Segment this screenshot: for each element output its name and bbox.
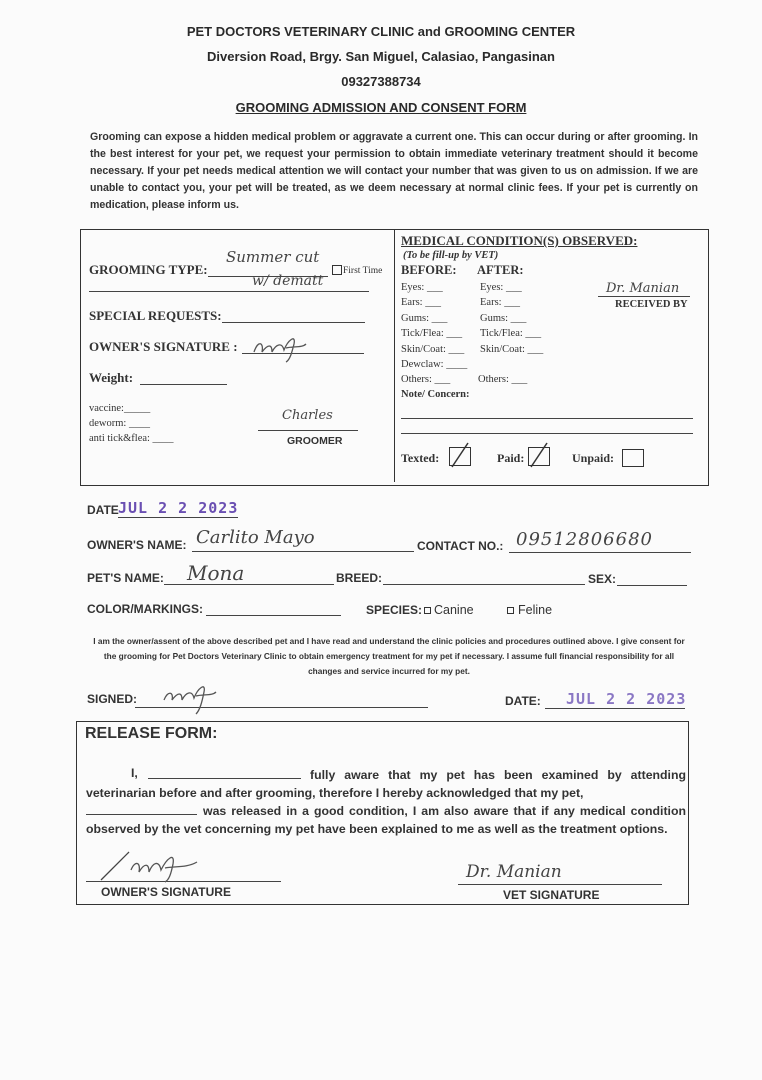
medical-subtitle: (To be fill-up by VET) [403,250,499,261]
contact-label: CONTACT NO.: [417,539,504,553]
unpaid-label: Unpaid: [572,451,615,465]
before-tickflea: Tick/Flea: ___ [401,328,463,339]
vaccine-label: vaccine:_____ [89,403,151,414]
vet-sig-line [458,884,662,885]
owner-name-label: OWNER'S NAME: [87,538,187,552]
deworm-label: deworm: ____ [89,418,150,429]
medical-title: MEDICAL CONDITION(S) OBSERVED: [401,233,638,248]
before-gums: Gums: ___ [401,313,448,324]
form-title: GROOMING ADMISSION AND CONSENT FORM [235,100,527,115]
signed-date-line [545,708,685,709]
grooming-type-value-2[interactable]: w/ dematt [252,273,324,289]
pet-name-label: PET'S NAME: [87,571,164,585]
groomer-name: Charles [282,408,333,423]
date-label: DATE [87,503,119,517]
breed-label: BREED: [336,571,383,585]
clinic-address: Diversion Road, Brgy. San Miguel, Calasiao, Pangasinan [207,49,555,64]
before-dewclaw: Dewclaw: ____ [401,359,468,370]
before-skincoat: Skin/Coat: ___ [401,344,465,355]
color-label: COLOR/MARKINGS: [87,602,203,616]
contact-line [509,552,691,553]
box-divider [394,229,395,482]
vet-name: Dr. Manian [466,862,562,882]
canine-label: Canine [434,603,474,617]
first-time-checkbox[interactable] [332,265,342,275]
vet-sig-label: VET SIGNATURE [503,888,600,902]
clinic-name: PET DOCTORS VETERINARY CLINIC and GROOMING CENTER [186,24,576,39]
clinic-phone: 09327388734 [341,74,421,89]
species-label: SPECIES: [366,603,423,617]
signed-label: SIGNED: [87,692,138,706]
owner-name-value[interactable]: Carlito Mayo [196,527,315,548]
owner-signature-label: OWNER'S SIGNATURE : [89,339,238,354]
after-eyes: Eyes: ___ [480,282,522,293]
after-skincoat: Skin/Coat: ___ [480,344,544,355]
signed-date-label: DATE: [505,694,541,708]
date-stamp: JUL 2 2 2023 [118,499,239,517]
unpaid-checkbox[interactable] [622,449,644,467]
contact-value[interactable]: 09512806680 [516,529,653,550]
before-eyes: Eyes: ___ [401,282,443,293]
grooming-type-value[interactable]: Summer cut [226,248,320,266]
after-ears: Ears: ___ [480,297,520,308]
signed-signature [160,678,220,718]
note-label: Note/ Concern: [401,389,470,400]
pet-name-value[interactable]: Mona [187,561,245,585]
first-time-label: First Time [343,266,383,276]
sex-label: SEX: [588,572,617,586]
release-text-1: fully aware that my pet has been examined by attending veterinarian before and after grooming, therefore I hereby acknowledged that my pet, [86,768,686,800]
groomer-label: GROOMER [287,435,343,447]
after-gums: Gums: ___ [480,313,527,324]
groomer-line [258,430,358,431]
date-line [118,517,238,518]
received-by-label: RECEIVED BY [615,299,688,310]
grooming-type-label: GROOMING TYPE: [89,262,208,277]
breed-line [383,584,585,585]
consent-paragraph: I am the owner/assent of the above described pet and I have read and understand the clinic policies and procedures outlined above. I give consent for the grooming for Pet Doctors Veterinary Clinic to obtain emergency treatment for my pet if necessary. I assume full financial responsibility for all changes and service incurred for my pet. [93,636,685,676]
intro-paragraph: Grooming can expose a hidden medical problem or aggravate a current one. This can occur during or after grooming. In the best interest for your pet, we request your permission to obtain immediate veterinary treatment should it become necessary. If your pet needs medical attention we will contact your number that was given to us on admission. If we are unable to contact you, your pet will be treated, as we deem necessary at normal clinic fees. If your pet is currently on medication, please inform us. [90,131,698,211]
received-by-line [598,296,690,297]
note-line-1 [401,418,693,419]
owner-sig-label: OWNER'S SIGNATURE [101,885,231,899]
texted-check-mark [446,441,474,469]
release-text-2: was released in a good condition, I am also aware that if any medical condition observed by the vet concerning my pet have been explained to me as well as the treatment options. [86,804,686,836]
before-others: Others: ___ [401,374,451,385]
feline-label: Feline [518,603,553,617]
release-owner-signature [95,842,215,884]
canine-checkbox[interactable] [424,607,431,614]
owner-name-line [192,551,414,552]
release-i-label: I, [131,766,138,780]
grooming-type-line-2 [89,291,369,292]
after-label: AFTER: [477,263,524,277]
paid-check-mark [525,441,553,469]
special-requests-line [222,322,365,323]
after-others: Others: ___ [478,374,528,385]
color-line [206,615,341,616]
before-label: BEFORE: [401,263,457,277]
after-tickflea: Tick/Flea: ___ [480,328,542,339]
paid-label: Paid: [497,451,525,465]
texted-label: Texted: [401,451,440,465]
weight-line [140,384,227,385]
feline-checkbox[interactable] [507,607,514,614]
received-by-name: Dr. Manian [606,281,680,296]
release-title: RELEASE FORM: [85,725,218,742]
sex-line [617,585,687,586]
signed-date-stamp: JUL 2 2 2023 [566,690,687,708]
before-ears: Ears: ___ [401,297,441,308]
antitick-label: anti tick&flea: ____ [89,433,174,444]
special-requests-label: SPECIAL REQUESTS: [89,308,222,323]
owner-signature-scribble [250,330,310,364]
weight-label: Weight: [89,370,134,385]
note-line-2 [401,433,693,434]
